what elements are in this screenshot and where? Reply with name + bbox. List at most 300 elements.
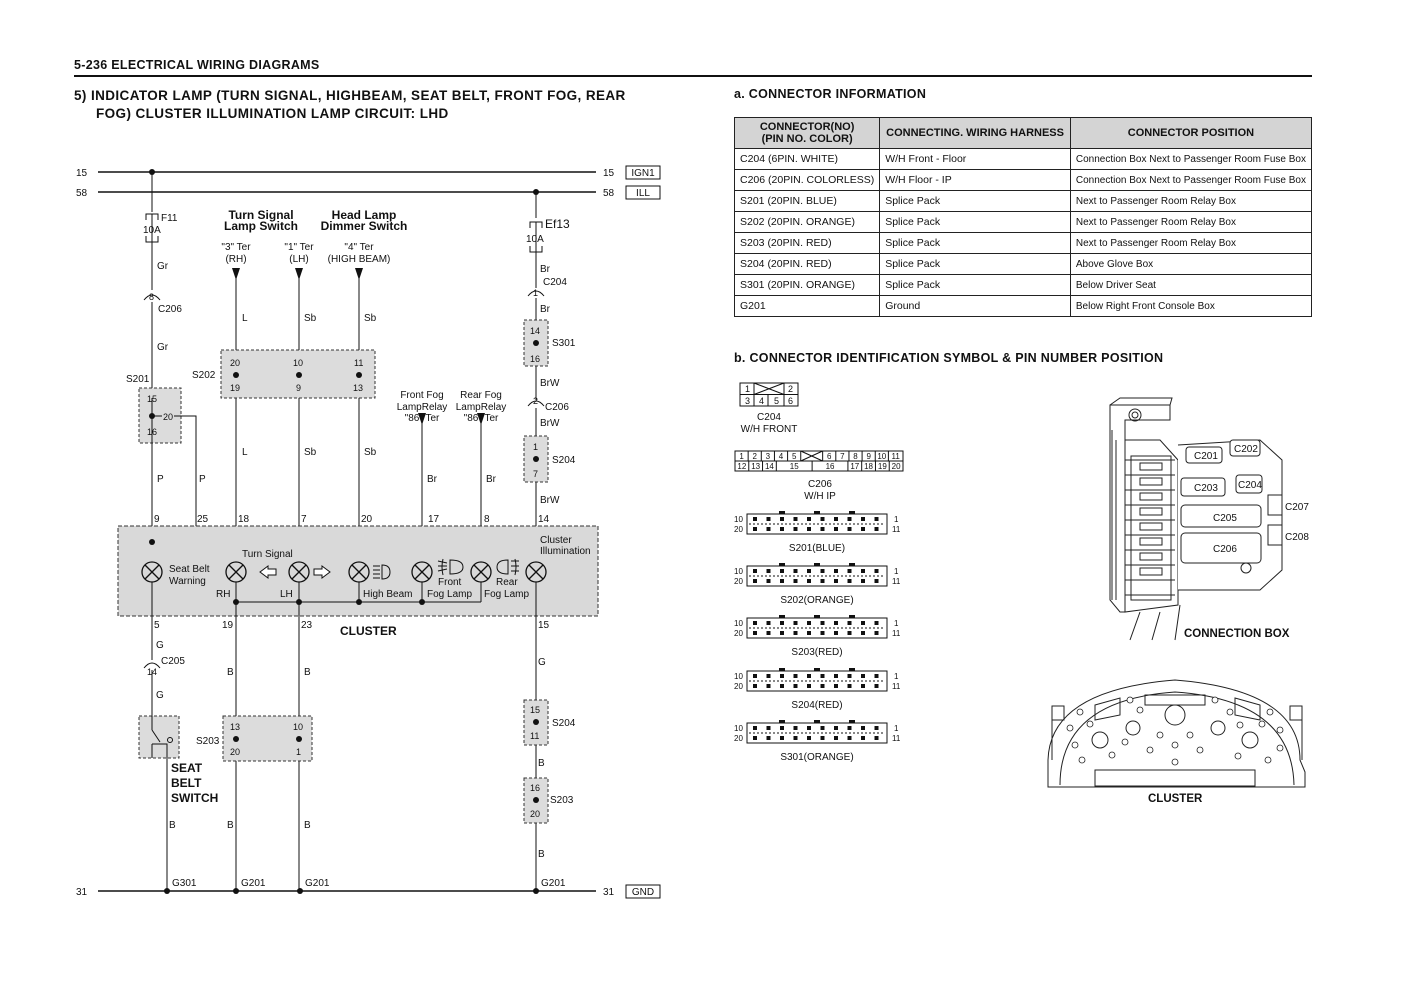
splice-pin bbox=[875, 631, 879, 635]
splice-notch bbox=[779, 720, 785, 723]
splice-notch bbox=[849, 615, 855, 618]
splice-s201-label: S201 bbox=[126, 374, 150, 385]
splice-pin bbox=[753, 736, 757, 740]
cluster-pin-5: 5 bbox=[154, 620, 160, 631]
rail-58-right: 58 bbox=[603, 188, 615, 199]
c206-pin: 12 bbox=[737, 462, 747, 471]
splice-pin bbox=[753, 674, 757, 678]
front-fog-label-3: "86" Ter bbox=[404, 413, 440, 424]
splice-pin bbox=[780, 579, 784, 583]
splice-pin-label: 11 bbox=[892, 734, 901, 743]
splice-pack-symbol bbox=[734, 615, 901, 658]
splice-pin bbox=[861, 517, 865, 521]
splice-pin bbox=[780, 736, 784, 740]
splice-pin bbox=[861, 579, 865, 583]
cell-position: Connection Box Next to Passenger Room Fuse Box bbox=[1070, 170, 1311, 191]
splice-pin bbox=[848, 517, 852, 521]
junction-dot bbox=[419, 599, 425, 605]
splice-pin bbox=[848, 631, 852, 635]
splice-pin bbox=[807, 569, 811, 573]
splice-pin bbox=[875, 517, 879, 521]
c206-pin: 4 bbox=[778, 452, 784, 461]
pin-s203b-20: 20 bbox=[530, 809, 541, 819]
cluster-caption: CLUSTER bbox=[1148, 793, 1203, 805]
c204-pin: 1 bbox=[745, 384, 751, 394]
cell-connector: S201 (20PIN. BLUE) bbox=[735, 191, 880, 212]
cell-harness: Splice Pack bbox=[880, 254, 1071, 275]
splice-pack-symbol bbox=[734, 668, 901, 711]
wire-color-b: B bbox=[227, 667, 234, 678]
connector-c206-label: C206 bbox=[158, 304, 182, 315]
splice-pin bbox=[821, 579, 825, 583]
rear-fog-lamp-label-1: Rear bbox=[496, 577, 518, 588]
pin-s203-1: 1 bbox=[296, 747, 302, 757]
splice-pin bbox=[848, 726, 852, 730]
splice-pin-label: 1 bbox=[894, 515, 899, 524]
pin-s301-14: 14 bbox=[530, 326, 541, 336]
splice-notch bbox=[814, 615, 820, 618]
splice-node bbox=[233, 736, 239, 742]
splice-node bbox=[533, 719, 539, 725]
cb-label-c207: C207 bbox=[1285, 502, 1309, 513]
pin-c205-14: 14 bbox=[147, 667, 158, 677]
splice-pin bbox=[794, 674, 798, 678]
splice-pack-symbol bbox=[734, 511, 901, 554]
c204-symbol-name: C204 bbox=[757, 412, 781, 423]
c206-pin: 15 bbox=[789, 462, 799, 471]
splice-node bbox=[296, 372, 302, 378]
splice-pin-label: 1 bbox=[894, 567, 899, 576]
connector-c206-label-2: C206 bbox=[545, 402, 569, 413]
connection-box-caption: CONNECTION BOX bbox=[1184, 628, 1290, 640]
junction-dot bbox=[297, 888, 303, 894]
front-fog-label-1: Front Fog bbox=[400, 390, 444, 401]
c206-pin: 5 bbox=[791, 452, 797, 461]
wire-color-sb: Sb bbox=[364, 447, 377, 458]
cluster-pin-7: 7 bbox=[301, 514, 307, 525]
pin-c206-8: 8 bbox=[149, 292, 155, 302]
splice-pin bbox=[848, 569, 852, 573]
wire-color-p: P bbox=[157, 474, 164, 485]
c206-pin: 16 bbox=[825, 462, 835, 471]
turn-lh-label: LH bbox=[280, 589, 293, 600]
splice-pin bbox=[861, 631, 865, 635]
cb-label-c206: C206 bbox=[1213, 544, 1237, 555]
cell-harness: Splice Pack bbox=[880, 191, 1071, 212]
splice-pin-label: 11 bbox=[892, 525, 901, 534]
wire bbox=[152, 744, 167, 891]
splice-node bbox=[296, 736, 302, 742]
splice-pin-label: 11 bbox=[892, 682, 901, 691]
cell-position: Below Driver Seat bbox=[1070, 275, 1311, 296]
ground-g201: G201 bbox=[541, 878, 566, 889]
splice-pin bbox=[767, 674, 771, 678]
cb-label-c205: C205 bbox=[1213, 513, 1237, 524]
splice-pin bbox=[753, 579, 757, 583]
splice-pin bbox=[807, 631, 811, 635]
splice-pin bbox=[834, 569, 838, 573]
cluster-pin-23: 23 bbox=[301, 620, 313, 631]
splice-pin-label: 1 bbox=[894, 619, 899, 628]
pin-c204-1: 1 bbox=[533, 288, 539, 298]
splice-pin bbox=[861, 726, 865, 730]
ign1-tag: IGN1 bbox=[631, 168, 655, 179]
cluster-pin-14: 14 bbox=[538, 514, 550, 525]
cell-connector: S203 (20PIN. RED) bbox=[735, 233, 880, 254]
fuse-ef13-rating: 10A bbox=[526, 234, 544, 245]
splice-s202-label: S202 bbox=[192, 370, 216, 381]
seat-belt-switch-label-2: BELT bbox=[171, 776, 202, 790]
splice-pin bbox=[821, 631, 825, 635]
wire-color-br: Br bbox=[486, 474, 496, 485]
ground-g301: G301 bbox=[172, 878, 197, 889]
connector-symbols bbox=[734, 383, 903, 763]
rail-31-right: 31 bbox=[603, 887, 615, 898]
rail-15-left: 15 bbox=[76, 168, 88, 179]
splice-pin bbox=[875, 527, 879, 531]
splice-pin bbox=[767, 684, 771, 688]
wire-color-brw: BrW bbox=[540, 418, 560, 429]
splice-pin bbox=[834, 726, 838, 730]
cluster-pin-17: 17 bbox=[428, 514, 440, 525]
splice-pin-label: 10 bbox=[734, 619, 743, 628]
splice-pin bbox=[767, 527, 771, 531]
splice-pin bbox=[821, 569, 825, 573]
splice-pin bbox=[821, 527, 825, 531]
splice-symbols bbox=[734, 511, 901, 763]
splice-pin bbox=[753, 569, 757, 573]
pin-s203-20: 20 bbox=[230, 747, 241, 757]
splice-pin bbox=[780, 517, 784, 521]
splice-pin bbox=[848, 527, 852, 531]
splice-pin bbox=[780, 674, 784, 678]
splice-pin bbox=[875, 579, 879, 583]
splice-pin bbox=[753, 631, 757, 635]
wire-color-br: Br bbox=[540, 304, 550, 315]
c206-pin: 13 bbox=[751, 462, 761, 471]
splice-pin bbox=[794, 726, 798, 730]
splice-pin bbox=[834, 684, 838, 688]
splice-node bbox=[533, 340, 539, 346]
head-switch-title-2: Dimmer Switch bbox=[320, 219, 408, 233]
wire-color-l: L bbox=[242, 313, 248, 324]
connection-box-illustration bbox=[1110, 398, 1282, 640]
cluster-label: CLUSTER bbox=[340, 624, 397, 638]
splice-pin bbox=[753, 684, 757, 688]
cell-connector: C204 (6PIN. WHITE) bbox=[735, 149, 880, 170]
seat-belt-switch-label-1: SEAT bbox=[171, 761, 203, 775]
pin-s202-10: 10 bbox=[293, 358, 304, 368]
front-fog-lamp-label-2: Fog Lamp bbox=[427, 589, 473, 600]
c206-symbol bbox=[735, 451, 903, 471]
splice-notch bbox=[779, 668, 785, 671]
cell-position: Next to Passenger Room Relay Box bbox=[1070, 191, 1311, 212]
splice-pin bbox=[807, 621, 811, 625]
fuse-f11-rating: 10A bbox=[143, 225, 161, 236]
splice-pack-name: S203(RED) bbox=[791, 647, 843, 658]
splice-pin-label: 11 bbox=[892, 629, 901, 638]
splice-s204b-label: S204 bbox=[552, 718, 576, 729]
splice-node bbox=[233, 372, 239, 378]
splice-pin bbox=[753, 517, 757, 521]
terminal-1: "1" Ter bbox=[284, 242, 314, 253]
pin-s201-15: 15 bbox=[147, 394, 158, 404]
c206-pin: 20 bbox=[891, 462, 901, 471]
splice-notch bbox=[814, 563, 820, 566]
splice-pin bbox=[780, 726, 784, 730]
c204-pin: 6 bbox=[788, 396, 794, 406]
ground-g201: G201 bbox=[305, 878, 330, 889]
splice-s301-label: S301 bbox=[552, 338, 576, 349]
pin-s202-13: 13 bbox=[353, 383, 364, 393]
connector-c205-label: C205 bbox=[161, 656, 185, 667]
rear-fog-lamp-label-2: Fog Lamp bbox=[484, 589, 530, 600]
illumination-label-1: Cluster bbox=[540, 535, 572, 546]
wire-color-p: P bbox=[199, 474, 206, 485]
c206-symbol-sub: W/H IP bbox=[804, 491, 836, 502]
splice-notch bbox=[779, 615, 785, 618]
cell-harness: Splice Pack bbox=[880, 212, 1071, 233]
terminal-3: "3" Ter bbox=[221, 242, 251, 253]
wire-color-brw: BrW bbox=[540, 378, 560, 389]
c206-pin: 18 bbox=[864, 462, 874, 471]
col-header-position: CONNECTOR POSITION bbox=[1070, 118, 1311, 149]
splice-pin bbox=[767, 569, 771, 573]
splice-pin bbox=[821, 736, 825, 740]
splice-pin bbox=[794, 621, 798, 625]
turn-switch-title-2: Lamp Switch bbox=[223, 219, 299, 233]
splice-pin bbox=[875, 674, 879, 678]
splice-pin bbox=[794, 631, 798, 635]
splice-pack-name: S202(ORANGE) bbox=[780, 595, 854, 606]
cell-connector: S202 (20PIN. ORANGE) bbox=[735, 212, 880, 233]
splice-pin bbox=[767, 579, 771, 583]
cell-harness: W/H Floor - IP bbox=[880, 170, 1071, 191]
cluster-pin-18: 18 bbox=[238, 514, 250, 525]
splice-pin bbox=[861, 621, 865, 625]
splice-pin bbox=[848, 674, 852, 678]
pin-s201-20: 20 bbox=[163, 412, 174, 422]
junction-dot bbox=[149, 539, 155, 545]
splice-node bbox=[533, 797, 539, 803]
splice-pin-label: 20 bbox=[734, 682, 743, 691]
terminal-3-sub: (RH) bbox=[225, 254, 247, 265]
c206-symbol-name: C206 bbox=[808, 479, 832, 490]
splice-pin bbox=[780, 631, 784, 635]
c206-pin: 14 bbox=[764, 462, 774, 471]
splice-pin-label: 10 bbox=[734, 672, 743, 681]
splice-pin bbox=[834, 517, 838, 521]
wire-color-g: G bbox=[156, 690, 164, 701]
pin-s204b-15: 15 bbox=[530, 705, 541, 715]
head-switch-title-1: Head Lamp bbox=[331, 208, 397, 222]
cell-position: Below Right Front Console Box bbox=[1070, 296, 1311, 317]
seat-belt-label-1: Seat Belt bbox=[169, 564, 210, 575]
wire-color-sb: Sb bbox=[364, 313, 377, 324]
col-header-connector: CONNECTOR(NO) (PIN NO. COLOR) bbox=[735, 118, 880, 149]
splice-pin bbox=[780, 684, 784, 688]
front-fog-lamp-label-1: Front bbox=[438, 577, 462, 588]
rear-fog-label-1: Rear Fog bbox=[460, 390, 502, 401]
pin-c206-2: 2 bbox=[533, 396, 539, 406]
wire-color-g: G bbox=[538, 657, 546, 668]
splice-pin-label: 11 bbox=[892, 577, 901, 586]
splice-pin-label: 20 bbox=[734, 577, 743, 586]
splice-node bbox=[356, 372, 362, 378]
rear-fog-label-3: "86" Ter bbox=[463, 413, 499, 424]
splice-pin bbox=[794, 517, 798, 521]
connector-id-heading: b. CONNECTOR IDENTIFICATION SYMBOL & PIN NUMBER POSITION bbox=[734, 351, 1164, 365]
splice-pin bbox=[861, 736, 865, 740]
wire-color-b: B bbox=[538, 758, 545, 769]
c206-pin: 17 bbox=[850, 462, 860, 471]
splice-pin bbox=[794, 569, 798, 573]
c206-pin: 9 bbox=[866, 452, 871, 461]
pin-s204a-7: 7 bbox=[533, 469, 539, 479]
pin-s203b-16: 16 bbox=[530, 783, 541, 793]
pin-s201-16: 16 bbox=[147, 427, 158, 437]
splice-pack-name: S301(ORANGE) bbox=[780, 752, 854, 763]
splice-pin bbox=[821, 684, 825, 688]
c204-pin: 4 bbox=[759, 396, 765, 406]
terminal-1-sub: (LH) bbox=[289, 254, 309, 265]
wire-color-b: B bbox=[304, 820, 311, 831]
splice-pin bbox=[753, 621, 757, 625]
wire-color-g: G bbox=[156, 640, 164, 651]
cell-connector: S301 (20PIN. ORANGE) bbox=[735, 275, 880, 296]
splice-pin bbox=[861, 684, 865, 688]
splice-pin bbox=[767, 736, 771, 740]
splice-pin-label: 20 bbox=[734, 734, 743, 743]
wire-color-b: B bbox=[227, 820, 234, 831]
splice-pin bbox=[794, 736, 798, 740]
splice-pin bbox=[821, 517, 825, 521]
splice-pin bbox=[861, 674, 865, 678]
splice-pin bbox=[834, 527, 838, 531]
cluster-pin-9: 9 bbox=[154, 514, 160, 525]
seat-belt-label-2: Warning bbox=[169, 576, 206, 587]
splice-pin bbox=[875, 726, 879, 730]
splice-notch bbox=[849, 511, 855, 514]
cell-connector: C206 (20PIN. COLORLESS) bbox=[735, 170, 880, 191]
splice-pin bbox=[767, 631, 771, 635]
gnd-tag: GND bbox=[631, 887, 655, 898]
seat-belt-switch-label-3: SWITCH bbox=[171, 791, 219, 805]
splice-pin bbox=[807, 726, 811, 730]
cell-harness: Splice Pack bbox=[880, 233, 1071, 254]
wire-color-b: B bbox=[304, 667, 311, 678]
splice-pin bbox=[794, 684, 798, 688]
cluster-pin-15: 15 bbox=[538, 620, 550, 631]
terminal-4: "4" Ter bbox=[344, 242, 374, 253]
pin-s203-13: 13 bbox=[230, 722, 241, 732]
splice-pin-label: 20 bbox=[734, 525, 743, 534]
splice-pin bbox=[780, 527, 784, 531]
c206-pin: 6 bbox=[826, 452, 832, 461]
c206-pin: 2 bbox=[752, 452, 757, 461]
col-header-harness: CONNECTING. WIRING HARNESS bbox=[880, 118, 1071, 149]
splice-notch bbox=[814, 720, 820, 723]
connector-c204-label: C204 bbox=[543, 277, 567, 288]
splice-pin bbox=[875, 684, 879, 688]
splice-pin bbox=[753, 726, 757, 730]
cluster-pin-25: 25 bbox=[197, 514, 209, 525]
fuse-f11-label: F11 bbox=[161, 213, 178, 224]
c206-pin: 10 bbox=[877, 452, 887, 461]
splice-s203b-label: S203 bbox=[550, 795, 574, 806]
cb-label-c201: C201 bbox=[1194, 451, 1218, 462]
wire-color-brw: BrW bbox=[540, 495, 560, 506]
pin-s203-10: 10 bbox=[293, 722, 304, 732]
rail-15-right: 15 bbox=[603, 168, 615, 179]
cell-position: Next to Passenger Room Relay Box bbox=[1070, 212, 1311, 233]
splice-s203-label: S203 bbox=[196, 736, 220, 747]
splice-pin bbox=[807, 517, 811, 521]
rear-fog-label-2: LampRelay bbox=[455, 402, 507, 413]
cb-label-c203: C203 bbox=[1194, 483, 1218, 494]
terminal-4-sub: (HIGH BEAM) bbox=[327, 254, 391, 265]
c204-pin: 3 bbox=[745, 396, 751, 406]
wire-color-sb: Sb bbox=[304, 447, 317, 458]
splice-notch bbox=[814, 511, 820, 514]
cell-position: Above Glove Box bbox=[1070, 254, 1311, 275]
pin-s204a-1: 1 bbox=[533, 442, 539, 452]
splice-pin bbox=[834, 674, 838, 678]
splice-pack-name: S204(RED) bbox=[791, 700, 843, 711]
splice-pack-symbol bbox=[734, 720, 901, 763]
splice-pin bbox=[834, 621, 838, 625]
splice-pin bbox=[834, 631, 838, 635]
splice-pack-symbol bbox=[734, 563, 901, 606]
cluster-pin-8: 8 bbox=[484, 514, 490, 525]
splice-notch bbox=[849, 720, 855, 723]
turn-rh-label: RH bbox=[216, 589, 231, 600]
splice-pin bbox=[834, 579, 838, 583]
splice-pin bbox=[794, 579, 798, 583]
wire-color-l: L bbox=[242, 447, 248, 458]
rail-58-left: 58 bbox=[76, 188, 88, 199]
splice-pin bbox=[861, 527, 865, 531]
pin-s301-16: 16 bbox=[530, 354, 541, 364]
splice-pin bbox=[848, 579, 852, 583]
cb-label-c204: C204 bbox=[1238, 480, 1262, 491]
splice-notch bbox=[849, 563, 855, 566]
c204-symbol-sub: W/H FRONT bbox=[740, 424, 798, 435]
splice-pin bbox=[848, 736, 852, 740]
ill-tag: ILL bbox=[636, 188, 650, 199]
c206-pin: 3 bbox=[765, 452, 771, 461]
cell-position: Next to Passenger Room Relay Box bbox=[1070, 233, 1311, 254]
cell-position: Connection Box Next to Passenger Room Fuse Box bbox=[1070, 149, 1311, 170]
cb-label-c208: C208 bbox=[1285, 532, 1309, 543]
cluster-pin-20: 20 bbox=[361, 514, 373, 525]
ground-g201: G201 bbox=[241, 878, 266, 889]
illumination-label-2: Illumination bbox=[540, 546, 591, 557]
rail-31-left: 31 bbox=[76, 887, 88, 898]
splice-pin bbox=[753, 527, 757, 531]
c206-pin: 7 bbox=[840, 452, 845, 461]
splice-notch bbox=[779, 563, 785, 566]
splice-pack-name: S201(BLUE) bbox=[788, 543, 846, 554]
cb-label-c202: C202 bbox=[1234, 444, 1258, 455]
fuse-ef13-label: Ef13 bbox=[545, 217, 570, 231]
page-header: 5-236 ELECTRICAL WIRING DIAGRAMS bbox=[74, 58, 320, 72]
splice-pin bbox=[767, 517, 771, 521]
c204-pin: 2 bbox=[788, 384, 794, 394]
turn-signal-label: Turn Signal bbox=[242, 549, 293, 560]
splice-pin bbox=[834, 736, 838, 740]
splice-notch bbox=[814, 668, 820, 671]
